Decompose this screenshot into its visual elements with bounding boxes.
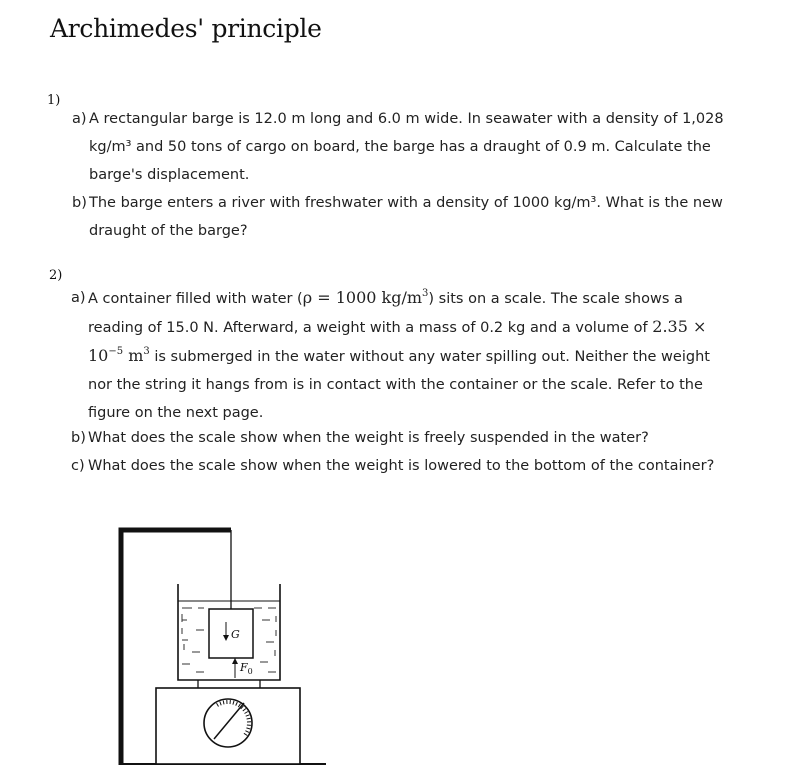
question-1a-line: barge's displacement. <box>89 167 250 183</box>
question-1-number: 1) <box>47 93 61 108</box>
question-2b-text: What does the scale show when the weight is freely suspended in the water? <box>88 430 649 446</box>
question-1b-label: b) <box>72 195 87 211</box>
question-2b-label: b) <box>71 430 86 446</box>
question-2a-label: a) <box>71 290 86 306</box>
question-2a-line-5: figure on the next page. <box>88 405 264 421</box>
question-2a-line-2: reading of 15.0 N. Afterward, a weight with a mass of 0.2 kg and a volume of 2.35 × <box>88 317 707 336</box>
question-1b-line: draught of the barge? <box>89 223 248 239</box>
question-2b <box>71 424 649 452</box>
question-1a-line: kg/m³ and 50 tons of cargo on board, the barge has a draught of 0.9 m. Calculate the <box>89 139 711 155</box>
figure-drawing <box>112 522 338 767</box>
question-1a-label: a) <box>72 111 87 127</box>
question-2c <box>71 452 715 480</box>
question-2c-text: What does the scale show when the weight is lowered to the bottom of the container? <box>88 458 715 474</box>
question-1a-line: A rectangular barge is 12.0 m long and 6.0 m wide. In seawater with a density of 1,028 <box>89 111 724 127</box>
page-title: Archimedes' principle <box>50 14 322 43</box>
weight-label: G <box>231 628 240 641</box>
question-1a <box>72 105 724 183</box>
question-2-number: 2) <box>49 268 63 283</box>
question-1b <box>72 189 723 239</box>
question-2a-line-1: A container filled with water (ρ = 1000 $kg/m^3$) sits on a scale. The scale shows a <box>88 288 683 307</box>
buoyancy-arrow <box>232 658 238 664</box>
question-1b-line: The barge enters a river with freshwater with a density of 1000 kg/m³. What is the new <box>89 195 723 211</box>
question-2a-line-3: $10^{-5}$ $m^3$ is submerged in the water without any water spilling out. Neither the weight <box>88 346 710 365</box>
buoyancy-label: $F_0$ <box>240 661 253 676</box>
question-2c-label: c) <box>71 458 85 474</box>
density-formula: ρ = 1000 kg/m <box>302 288 423 307</box>
scale-container-figure <box>112 522 338 767</box>
question-2a-line-4: nor the string it hangs from is in contact with the container or the scale. Refer to the <box>88 377 703 393</box>
volume-value: 2.35 × <box>652 317 707 336</box>
question-2a <box>71 284 710 421</box>
